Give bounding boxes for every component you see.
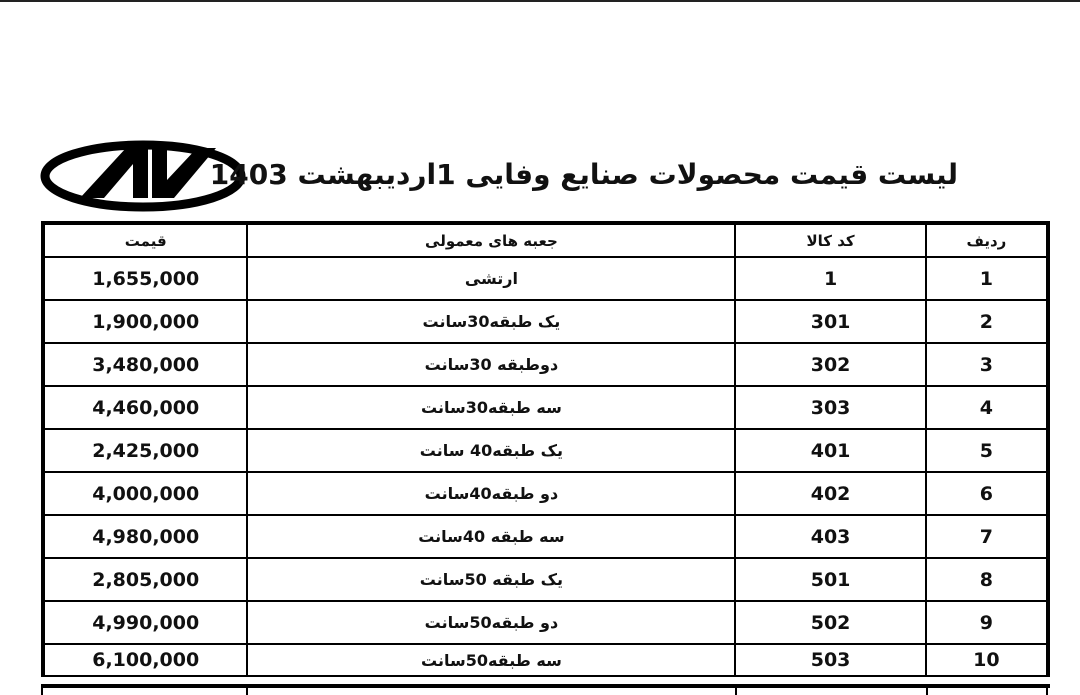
table-row	[43, 644, 1048, 676]
price-cell: 4,980,000	[43, 515, 247, 558]
table-row	[43, 601, 1048, 644]
product-code-cell: 501	[735, 558, 925, 601]
row-number-cell: 2	[926, 300, 1048, 343]
row-number-cell: 5	[926, 429, 1048, 472]
price-cell: 4,000,000	[43, 472, 247, 515]
row-number-cell: 6	[926, 472, 1048, 515]
product-code-cell: 302	[735, 343, 925, 386]
top-border-line	[0, 0, 1080, 2]
row-number-cell: 10	[926, 644, 1048, 676]
column-divider	[41, 688, 43, 695]
price-table	[41, 221, 1050, 677]
column-header-code: کد کالا	[735, 223, 925, 257]
column-header-price: قیمت	[43, 223, 247, 257]
product-name-cell: دوطبقه 30سانت	[247, 343, 735, 386]
price-cell: 1,655,000	[43, 257, 247, 300]
table-row	[43, 257, 1048, 300]
price-cell: 4,460,000	[43, 386, 247, 429]
product-code-cell: 301	[735, 300, 925, 343]
product-code-cell: 401	[735, 429, 925, 472]
row-number-cell: 8	[926, 558, 1048, 601]
row-number-cell: 1	[926, 257, 1048, 300]
product-name-cell: ارتشی	[247, 257, 735, 300]
product-code-cell: 502	[735, 601, 925, 644]
product-name-cell: سه طبقه50سانت	[247, 644, 735, 676]
product-name-cell: یک طبقه40 سانت	[247, 429, 735, 472]
product-name-cell: سه طبقه 40سانت	[247, 515, 735, 558]
price-cell: 2,425,000	[43, 429, 247, 472]
column-header-row-no: ردیف	[926, 223, 1048, 257]
price-cell: 4,990,000	[43, 601, 247, 644]
price-cell: 2,805,000	[43, 558, 247, 601]
table-row	[43, 515, 1048, 558]
column-divider	[246, 688, 248, 695]
product-code-cell: 303	[735, 386, 925, 429]
table-row	[43, 300, 1048, 343]
table-row	[43, 429, 1048, 472]
page-title: لیست قیمت محصولات صنایع وفایی 1اردیبهشت 1403	[209, 158, 958, 191]
table-row	[43, 558, 1048, 601]
product-code-cell: 403	[735, 515, 925, 558]
product-name-cell: دو طبقه40سانت	[247, 472, 735, 515]
product-name-cell: دو طبقه50سانت	[247, 601, 735, 644]
column-divider	[735, 688, 737, 695]
price-cell: 3,480,000	[43, 343, 247, 386]
table-header-row	[43, 223, 1048, 257]
row-number-cell: 9	[926, 601, 1048, 644]
price-cell: 1,900,000	[43, 300, 247, 343]
price-cell: 6,100,000	[43, 644, 247, 676]
row-number-cell: 3	[926, 343, 1048, 386]
column-divider	[926, 688, 928, 695]
product-code-cell: 503	[735, 644, 925, 676]
product-name-cell: یک طبقه30سانت	[247, 300, 735, 343]
column-header-name: جعبه های معمولی	[247, 223, 735, 257]
next-row-edge	[41, 688, 1050, 695]
row-number-cell: 4	[926, 386, 1048, 429]
row-number-cell: 7	[926, 515, 1048, 558]
table-row	[43, 343, 1048, 386]
table-row	[43, 386, 1048, 429]
product-name-cell: سه طبقه30سانت	[247, 386, 735, 429]
product-name-cell: یک طبقه 50سانت	[247, 558, 735, 601]
product-code-cell: 1	[735, 257, 925, 300]
column-divider	[1046, 688, 1048, 695]
table-row	[43, 472, 1048, 515]
product-code-cell: 402	[735, 472, 925, 515]
